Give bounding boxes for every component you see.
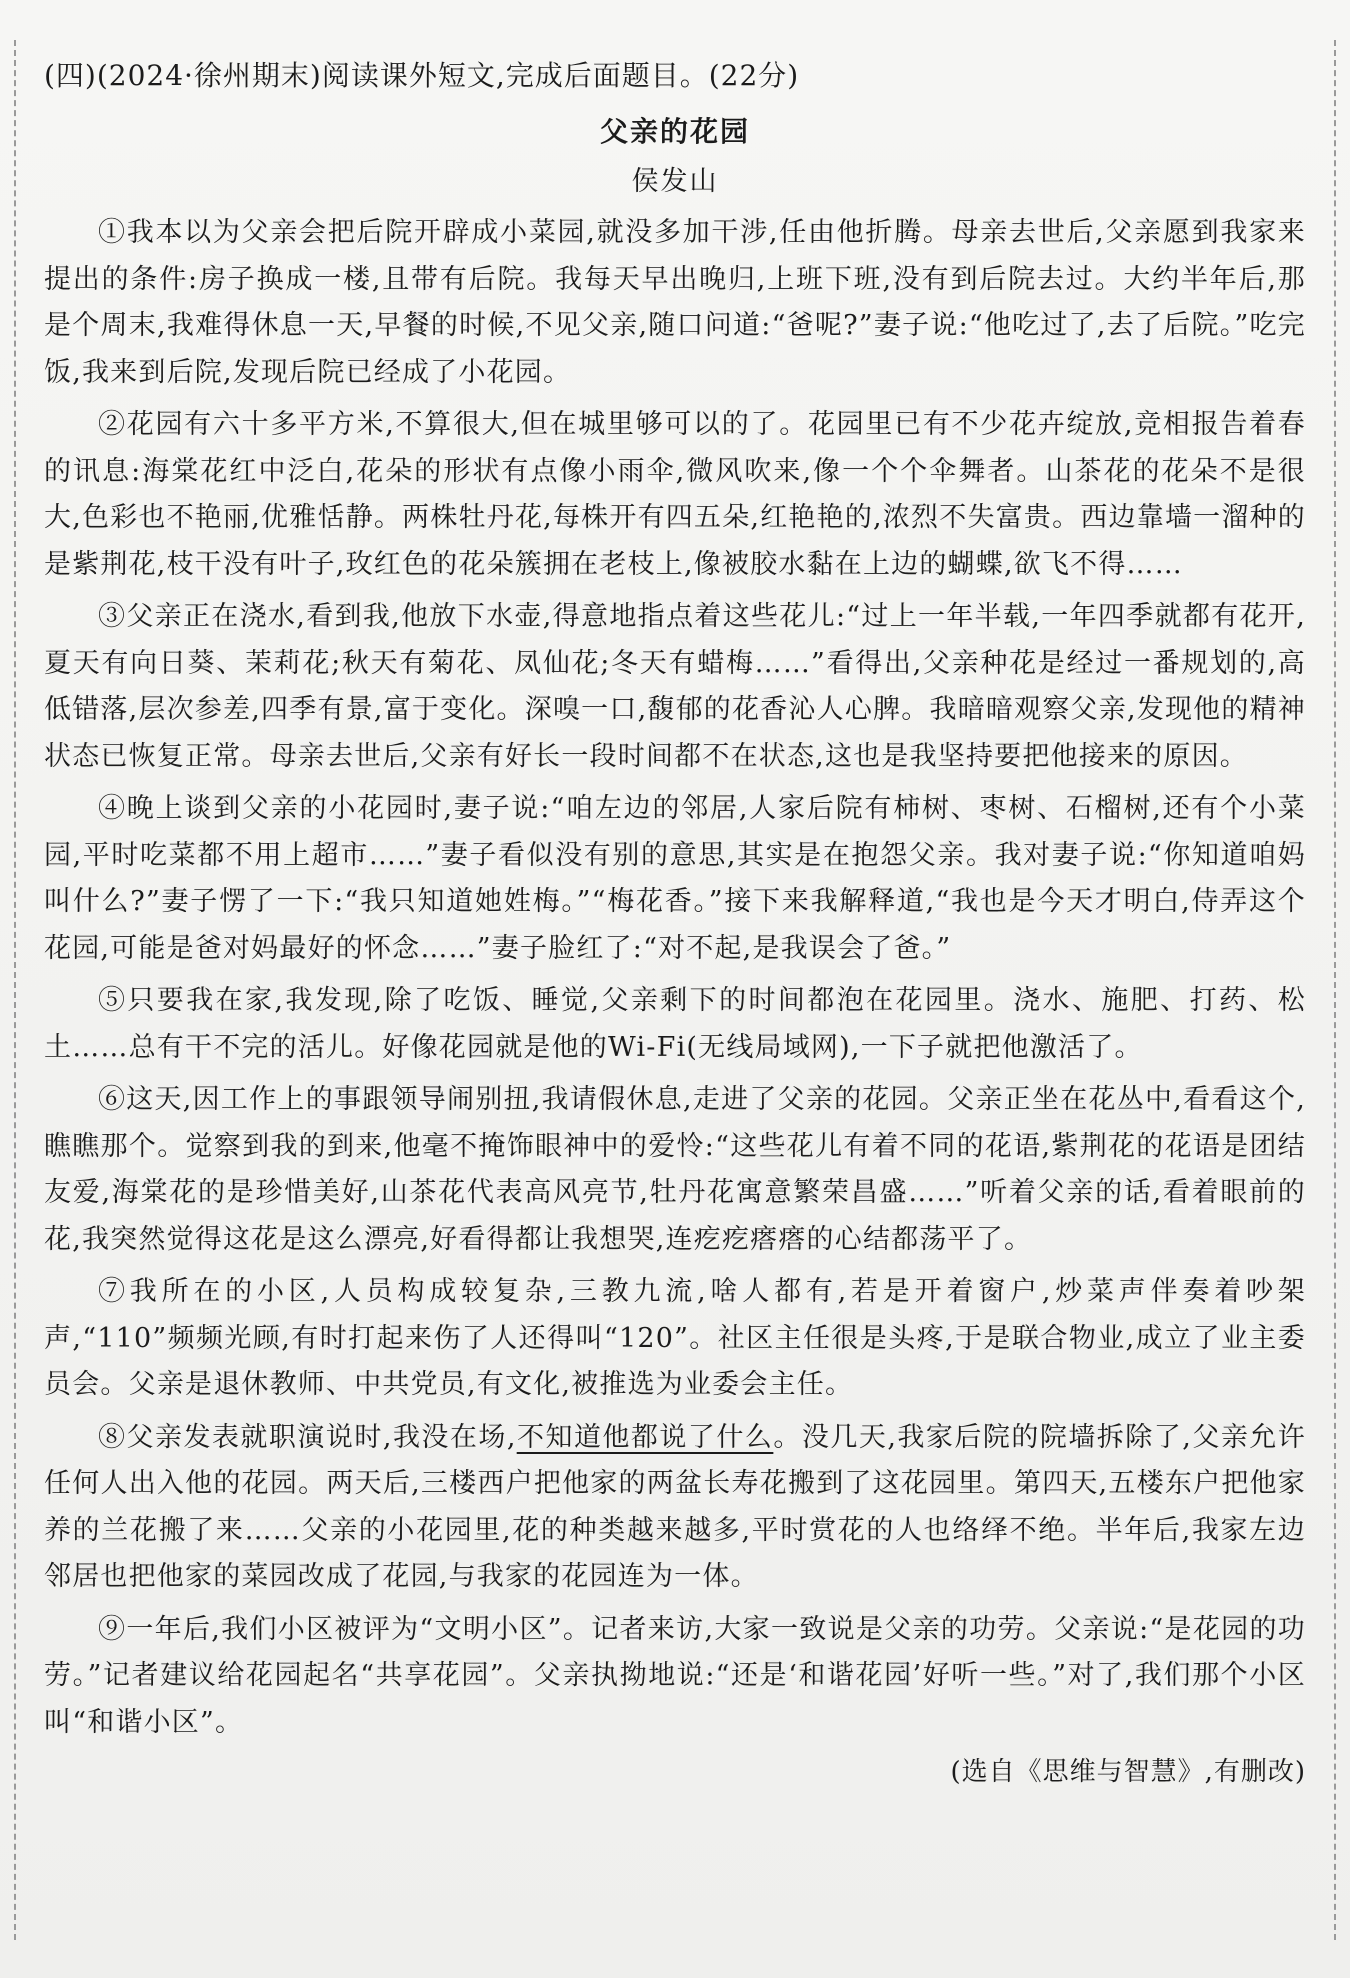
article-title: 父亲的花园 xyxy=(599,115,750,148)
paragraph-5: ⑤只要我在家,我发现,除了吃饭、睡觉,父亲剩下的时间都泡在花园里。浇水、施肥、打药、松土……总有干不完的活儿。好像花园就是他的Wi-Fi(无线局域网),一下子就把他激活了。 xyxy=(44,985,1306,1063)
paragraph-2: ②花园有六十多平方米,不算很大,但在城里够可以的了。花园里已有不少花卉绽放,竞相报告着春的讯息:海棠花红中泛白,花朵的形状有点像小雨伞,微风吹来,像一个个伞舞者。山茶花的花朵不是很大,色彩也不艳丽,优雅恬静。两株牡丹花,每株开有四五朵,红艳艳的,浓烈不失富贵。西边靠墙一溜种的是紫荆花,枝干没有叶子,玫红色的花朵簇拥在老枝上,像被胶水黏在上边的蝴蝶,欲飞不得…… xyxy=(44,409,1306,580)
paragraph-7: ⑦我所在的小区,人员构成较复杂,三教九流,啥人都有,若是开着窗户,炒菜声伴奏着吵架声,“110”频频光顾,有时打起来伤了人还得叫“120”。社区主任很是头疼,于是联合物业,成立了业主委员会。父亲是退休教师、中共党员,有文化,被推选为业委会主任。 xyxy=(44,1276,1306,1400)
paragraph-3: ③父亲正在浇水,看到我,他放下水壶,得意地指点着这些花儿:“过上一年半载,一年四季就都有花开,夏天有向日葵、茉莉花;秋天有菊花、凤仙花;冬天有蜡梅……”看得出,父亲种花是经过一番规划的,高低错落,层次参差,四季有景,富于变化。深嗅一口,馥郁的花香沁人心脾。我暗暗观察父亲,发现他的精神状态已恢复正常。母亲去世后,父亲有好长一段时间都不在状态,这也是我坚持要把他接来的原因。 xyxy=(44,601,1306,772)
paragraph-1: ①我本以为父亲会把后院开辟成小菜园,就没多加干涉,任由他折腾。母亲去世后,父亲愿到我家来提出的条件:房子换成一楼,且带有后院。我每天早出晚归,上班下班,没有到后院去过。大约半年后,那是个周末,我难得休息一天,早餐的时候,不见父亲,随口问道:“爸呢?”妻子说:“他吃过了,去了后院。”吃完饭,我来到后院,发现后院已经成了小花园。 xyxy=(44,217,1306,388)
reading-passage xyxy=(44,56,1306,1792)
article-source: (选自《思维与智慧》,有删改) xyxy=(950,1757,1306,1787)
paragraph-6: ⑥这天,因工作上的事跟领导闹别扭,我请假休息,走进了父亲的花园。父亲正坐在花丛中,看看这个,瞧瞧那个。觉察到我的到来,他毫不掩饰眼神中的爱怜:“这些花儿有着不同的花语,紫荆花的花语是团结友爱,海棠花的是珍惜美好,山茶花代表高风亮节,牡丹花寓意繁荣昌盛……”听着父亲的话,看着眼前的花,我突然觉得这花是这么漂亮,好看得都让我想哭,连疙疙瘩瘩的心结都荡平了。 xyxy=(44,1084,1306,1255)
question-intro: (四)(2024·徐州期末)阅读课外短文,完成后面题目。(22分) xyxy=(44,59,800,92)
underlined-sentence: 不知道他都说了什么 xyxy=(516,1421,774,1453)
paragraph-8-before: ⑧父亲发表就职演说时,我没在场, xyxy=(98,1421,517,1453)
paragraph-4: ④晚上谈到父亲的小花园时,妻子说:“咱左边的邻居,人家后院有柿树、枣树、石榴树,还有个小菜园,平时吃菜都不用上超市……”妻子看似没有别的意思,其实是在抱怨父亲。我对妻子说:“你知道咱妈叫什么?”妻子愣了一下:“我只知道她姓梅。”“梅花香。”接下来我解释道,“我也是今天才明白,侍弄这个花园,可能是爸对妈最好的怀念……”妻子脸红了:“对不起,是我误会了爸。” xyxy=(44,793,1306,964)
article-author: 侯发山 xyxy=(631,166,719,197)
paragraph-8-after: 。没几天,我家后院的院墙拆除了,父亲允许任何人出入他的花园。两天后,三楼西户把他家的两盆长寿花搬到了这花园里。第四天,五楼东户把他家养的兰花搬了来……父亲的小花园里,花的种类越来越多,平时赏花的人也络绎不绝。半年后,我家左边邻居也把他家的菜园改成了花园,与我家的花园连为一体。 xyxy=(44,1421,1306,1592)
right-dashed-border xyxy=(1334,40,1336,1940)
paragraph-8 xyxy=(44,1415,1306,1601)
paragraph-9: ⑨一年后,我们小区被评为“文明小区”。记者来访,大家一致说是父亲的功劳。父亲说:“是花园的功劳。”记者建议给花园起名“共享花园”。父亲执拗地说:“还是‘和谐花园’好听一些。”对了,我们那个小区叫“和谐小区”。 xyxy=(44,1613,1306,1738)
left-dashed-border xyxy=(14,40,16,1940)
